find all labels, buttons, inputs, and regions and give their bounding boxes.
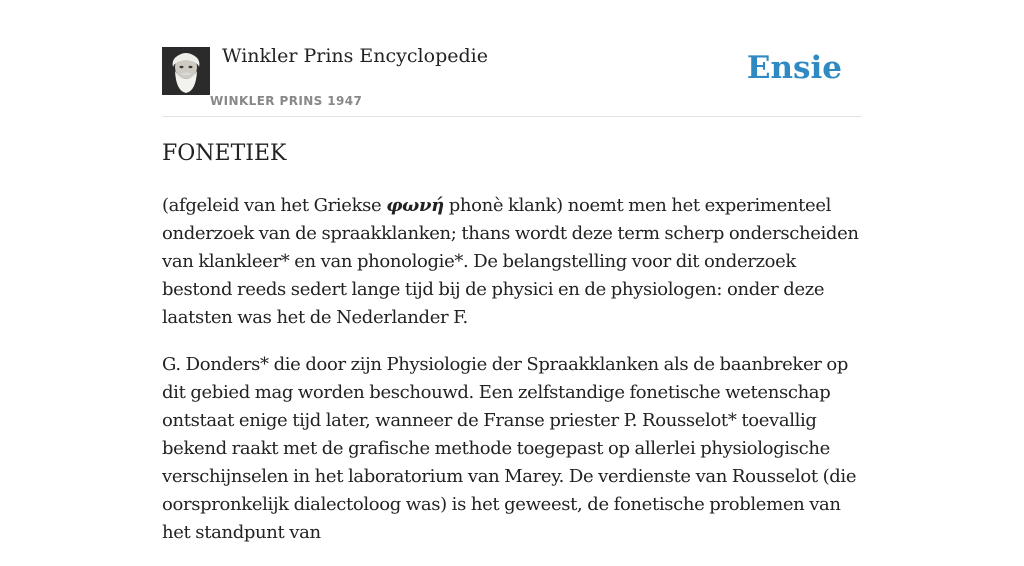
article-title: FONETIEK xyxy=(162,141,287,166)
publication-subtitle: WINKLER PRINS 1947 xyxy=(210,94,363,108)
publication-header xyxy=(162,0,862,117)
bearded-man-portrait-icon xyxy=(162,47,210,95)
paragraph-text-before-greek: (afgeleid van het Griekse xyxy=(162,195,387,216)
greek-word: φωνή xyxy=(386,195,444,216)
publication-title-link[interactable]: Winkler Prins Encyclopedie xyxy=(222,45,488,67)
article-body xyxy=(162,192,867,566)
article-paragraph: G. Donders* die door zijn Physiologie der Spraakklanken als de baanbreker op dit gebied mag worden beschouwd. Een zelfstandige fonetische wetenschap ontstaat enige tijd later, wanneer de Franse priester P. Rousselot* toevallig bekend raakt met de grafische methode toegepast op allerlei physiologische verschijnselen in het laboratorium van Marey. De verdienste van Rousselot (die oorspronkelijk dialectoloog was) is het geweest, de fonetische problemen van het standpunt van xyxy=(162,354,857,543)
ensie-logo-link[interactable]: Ensie xyxy=(746,50,842,86)
article-paragraph xyxy=(162,192,867,332)
publication-avatar[interactable] xyxy=(162,47,210,95)
paragraph-text-after-greek: phonè klank) noemt men het experimenteel onderzoek van de spraakklanken; thans wordt deze term scherp onderscheiden van klankleer* en van phonologie*. De belangstelling voor dit onderzoek bestond reeds sedert lange tijd bij de physici en de physiologen: onder deze laatsten was het de Nederlander F. xyxy=(162,195,859,328)
